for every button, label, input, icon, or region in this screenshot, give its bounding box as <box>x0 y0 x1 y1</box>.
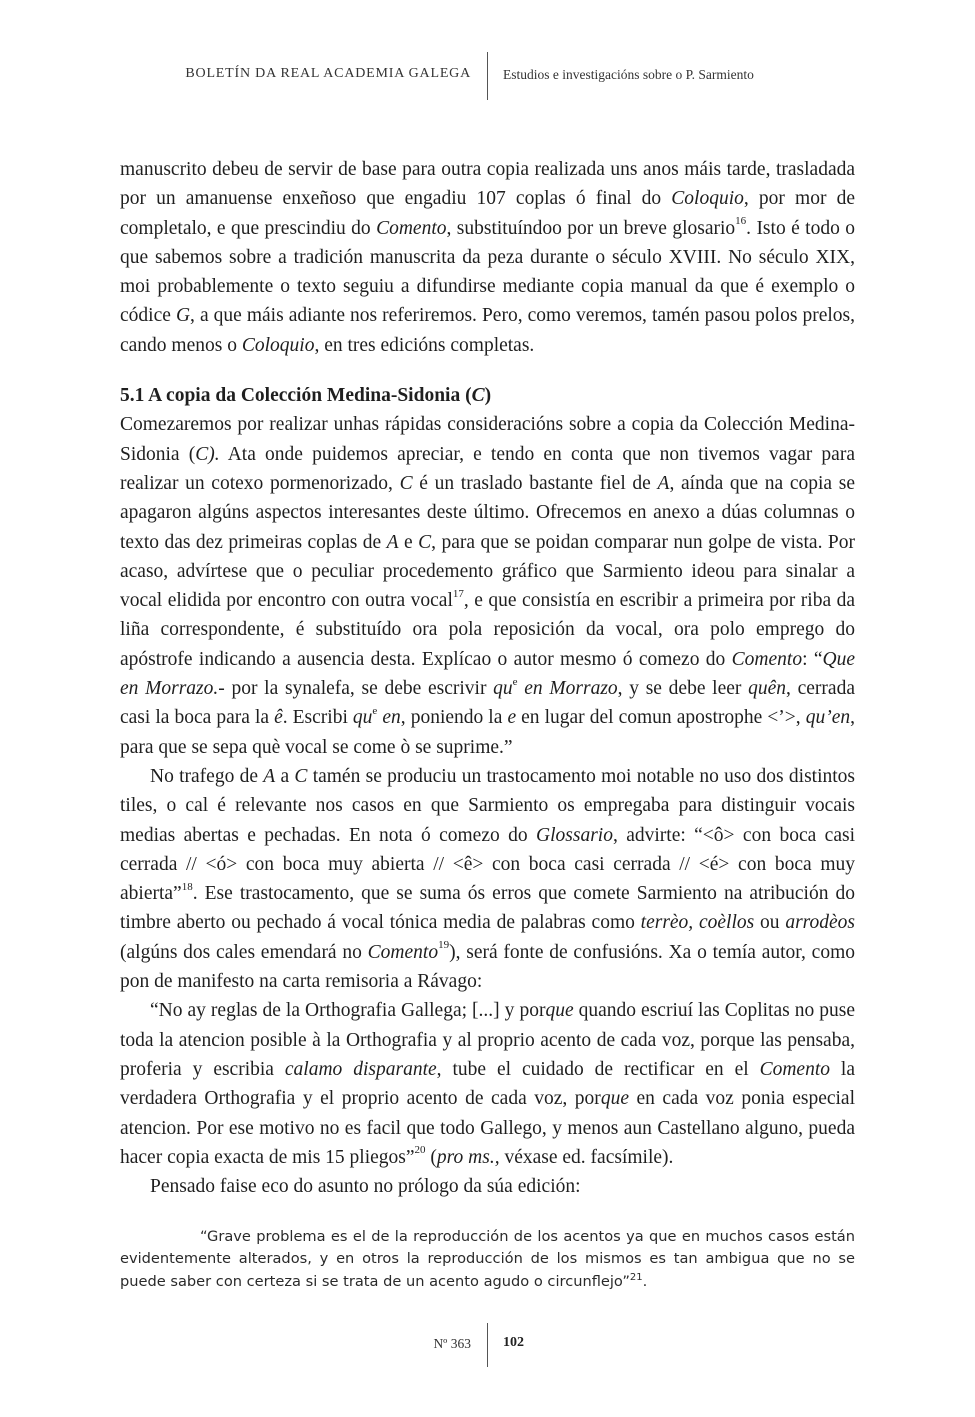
footnote-ref: 16 <box>735 215 747 228</box>
footnote-ref: 20 <box>414 1144 426 1157</box>
paragraph: Pensado faise eco do asunto no prólogo da súa edición: <box>150 1176 581 1198</box>
footnote-ref: 21 <box>629 1271 643 1283</box>
paragraph: Comezaremos por realizar unhas rápidas consideracións sobre a copia da Colección Medina-Sidonia (C). Ata onde puidemos apreciar, e tendo en conta que non tivemos vagar para realizar un cotexo pormenorizado, C é un traslado bastante fiel de A, aínda que na copia se apagaron algúns aspectos interesantes deste último. Ofrecemos en anexo a dúas columnas o texto das dez primeiras coplas de A e C, para que se poidan comparar nun golpe de vista. Por acaso, advírtese que o peculiar procedemento gráfico que Sarmiento ideou para sinalar a vocal elidida por encontro con outra vocal$^{17}$, e que consistía en escribir a primeira por riba da liña correspondente, é substituído ora pola reposición da vocal, ora polo emprego do apóstrofe indicando a ausencia desta. Explícao o autor mesmo ó comezo do Comento: “Que en Morrazo.- por la synalefa, se debe escrivir $qu^e$ en Morrazo, y se debe leer quên, cerrada casi la boca para la ê. Escribi $qu^e$ en, poniendo la e en lugar del comun apostrophe <’>, qu’en, para que se sepa què vocal se come ò se suprime.” <box>120 414 856 758</box>
footer-divider <box>487 1323 488 1367</box>
issue-number: Nº 363 <box>433 1336 471 1351</box>
section-heading: 5.1 A copia da Colección Medina-Sidonia (C) <box>120 385 492 407</box>
page-footer <box>0 1323 975 1367</box>
header-divider <box>487 52 488 100</box>
quoted-paragraph: “No ay reglas de la Orthografia Gallega; [...] y porque quando escriuí las Coplitas no puse toda la atencion posible à la Orthografia y al proprio acento de cada voz, porque las pensaba, proferia y escribia calamo disparante, tube el cuidado de rectificar en el Comento la verdadera Orthografia y el proprio acento de cada voz, porque en cada voz ponia especial atencion. Por ese motivo no es facil que todo Gallego, y menos aun Castellano alguno, pueda hacer copia exacta de mis 15 pliegos”$^{20}$ (pro ms., véxase ed. facsímile). <box>120 1000 856 1168</box>
footnote-ref: 19 <box>438 939 450 952</box>
footnote-ref: 17 <box>452 587 464 600</box>
paragraph: No trafego de A a C tamén se produciu un trastocamento moi notable no uso dos distintos tiles, o cal é relevante nos casos en que Sarmiento os empregaba para distinguir vocais medias abertas e pechadas. En nota ó comezo do Glossario, advirte: “<ô> con boca casi cerrada // <ó> con boca muy abierta // <ê> con boca casi cerrada // <é> con boca muy abierta”$^{18}$. Ese trastocamento, que se suma ós erros que comete Sarmiento na atribución do timbre aberto ou pechado á vocal tónica media de palabras como terrèo, coèllos ou arrodèos (algúns dos cales emendará no Comento$^{19}$), será fonte de confusións. Xa o temía autor, como pon de manifesto na carta remisoria a Rávago: <box>120 765 856 993</box>
block-quotation: “Grave problema es el de la reproducción de los acentos ya que en muchos casos están evidentemente alterados, y en otros la reproducción de los mismos es tan ambigua que no se puede saber con certeza si se trata de un acento agudo o circunflejo”$^{21}$. <box>120 1228 855 1290</box>
footnote-ref: 18 <box>181 880 193 893</box>
paragraph: manuscrito debeu de servir de base para outra copia realizada uns anos máis tarde, trasladada por un amanuense enxeñoso que engadiu 107 coplas ó final do Coloquio, por mor de completalo, e que prescindiu do Comento, substituíndoo por un breve glosario$^{16}$. Isto é todo o que sabemos sobre a tradición manuscrita da peza durante o século XVIII. No século XIX, moi probablemente o texto seguiu a difundirse mediante copia manual da que é exemplo o códice G, a que máis adiante nos referiremos. Pero, como veremos, tamén pasou polos prelos, cando menos o Coloquio, en tres edicións completas. <box>120 159 856 356</box>
running-header <box>0 52 975 100</box>
body-text <box>120 155 855 1201</box>
journal-title: BOLETÍN DA REAL ACADEMIA GALEGA <box>185 66 471 81</box>
page-number: 102 <box>503 1335 524 1350</box>
section-title: Estudios e investigacións sobre o P. Sarmiento <box>503 67 754 82</box>
